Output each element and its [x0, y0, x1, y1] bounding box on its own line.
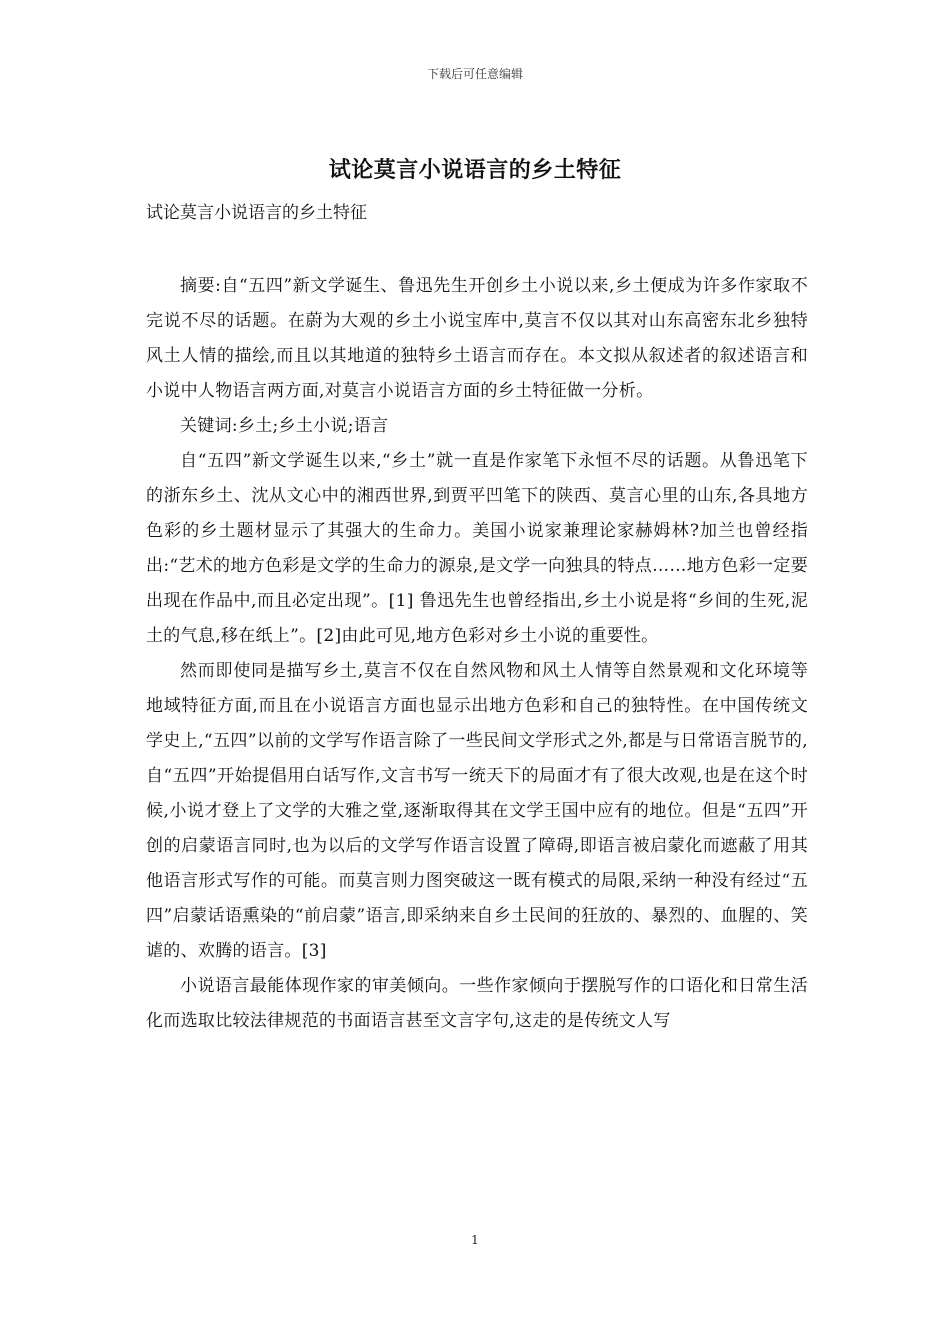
abstract-paragraph: 摘要:自“五四”新文学诞生、鲁迅先生开创乡土小说以来,乡土便成为许多作家取不完说不尽的话题。在蔚为大观的乡土小说宝库中,莫言不仅以其对山东高密东北乡独特风土人情的描绘,而且以其地道的独特乡土语言而存在。本文拟从叙述者的叙述语言和小说中人物语言两方面,对莫言小说语言方面的乡土特征做一分析。	[146, 276, 808, 401]
body-paragraph: 小说语言最能体现作家的审美倾向。一些作家倾向于摆脱写作的口语化和日常生活化而选取比较法律规范的书面语言甚至文言字句,这走的是传统文人写	[146, 976, 808, 1031]
document-subtitle: 试论莫言小说语言的乡土特征	[146, 203, 367, 223]
header-note: 下载后可任意编辑	[426, 67, 523, 81]
document-title: 试论莫言小说语言的乡土特征	[328, 157, 622, 183]
keywords-paragraph: 关键词:乡土;乡土小说;语言	[180, 416, 389, 436]
document-body	[146, 269, 808, 1039]
body-paragraph: 自“五四”新文学诞生以来,“乡土”就一直是作家笔下永恒不尽的话题。从鲁迅笔下的浙东乡土、沈从文心中的湘西世界,到贾平凹笔下的陕西、莫言心里的山东,各具地方色彩的乡土题材显示了其强大的生命力。美国小说家兼理论家赫姆林?加兰也曾经指出:“艺术的地方色彩是文学的生命力的源泉,是文学一向独具的特点……地方色彩一定要出现在作品中,而且必定出现”。[1] 鲁迅先生也曾经指出,乡土小说是将“乡间的生死,泥土的气息,移在纸上”。[2]由此可见,地方色彩对乡土小说的重要性。	[146, 451, 808, 646]
page-number: 1	[471, 1233, 479, 1247]
body-paragraph: 然而即使同是描写乡土,莫言不仅在自然风物和风土人情等自然景观和文化环境等地域特征方面,而且在小说语言方面也显示出地方色彩和自己的独特性。在中国传统文学史上,“五四”以前的文学写作语言除了一些民间文学形式之外,都是与日常语言脱节的,自“五四”开始提倡用白话写作,文言书写一统天下的局面才有了很大改观,也是在这个时候,小说才登上了文学的大雅之堂,逐渐取得其在文学王国中应有的地位。但是“五四”开创的启蒙语言同时,也为以后的文学写作语言设置了障碍,即语言被启蒙化而遮蔽了用其他语言形式写作的可能。而莫言则力图突破这一既有模式的局限,采纳一种没有经过“五四”启蒙话语熏染的“前启蒙”语言,即采纳来自乡土民间的狂放的、暴烈的、血腥的、笑谑的、欢腾的语言。[3]	[146, 661, 808, 961]
